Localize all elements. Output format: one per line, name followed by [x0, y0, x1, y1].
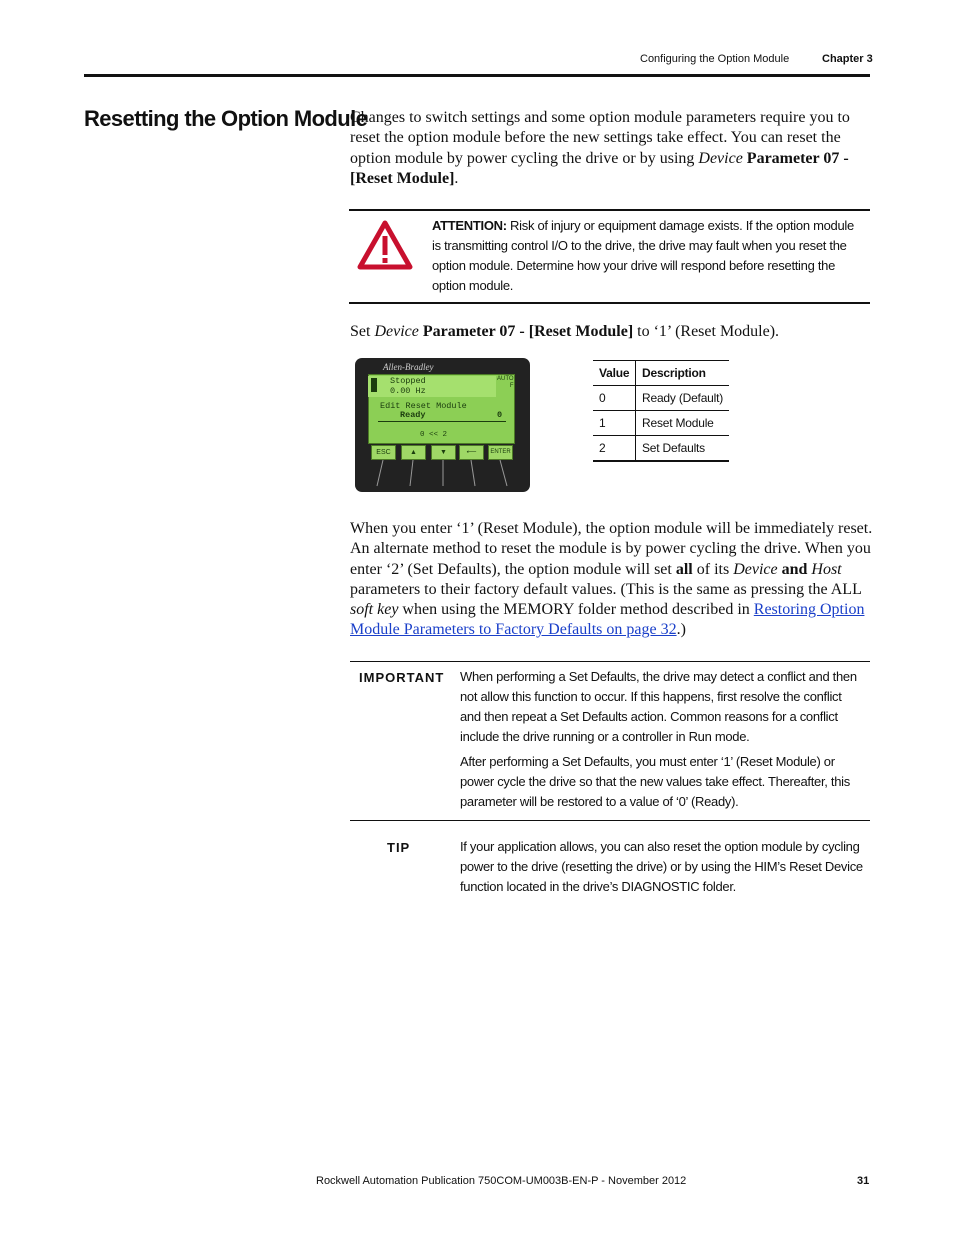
restoring-defaults-link[interactable]: Restoring Option Module Parameters to Factory Defaults on page 32: [350, 601, 865, 639]
him-range: 0 << 2: [420, 431, 448, 439]
him-key-up: ▲: [401, 445, 426, 460]
table-header-row: [593, 361, 729, 386]
table-row: [593, 386, 729, 411]
set-parameter-instruction: Set Device Parameter 07 - [Reset Module] to ‘1’ (Reset Module).: [350, 323, 780, 340]
running-header-chapter: Chapter 3: [822, 53, 873, 65]
section-title: Resetting the Option Module: [84, 106, 368, 131]
him-key-enter: ENTER: [488, 445, 513, 460]
him-brand-logo: Allen-Bradley: [383, 362, 434, 372]
him-key-esc: ESC: [371, 445, 396, 460]
table-cell-description: Reset Module: [636, 411, 730, 436]
important-bottom-rule: [350, 820, 870, 821]
intro-paragraph: Changes to switch settings and some option module parameters require you to reset the option module before the new settings take effect. You can reset the option module by power cycling the drive or by using Device Parameter 07 - [Reset Module].: [350, 109, 850, 187]
important-label: IMPORTANT: [359, 670, 445, 685]
him-value-label: Ready: [400, 410, 426, 420]
him-key-leads: [355, 458, 530, 492]
him-edit-label: Edit Reset Module: [380, 401, 467, 411]
attention-top-rule: [349, 209, 870, 211]
table-cell-description: Ready (Default): [636, 386, 730, 411]
reset-module-value-table: [593, 360, 729, 462]
header-rule: [84, 74, 870, 77]
reset-behavior-paragraph: When you enter ‘1’ (Reset Module), the option module will be immediately reset. An alternate method to reset the module is by power cycling the drive. When you enter ‘2’ (Set Defaults), the option module will set all of its Device and Host parameters to their factory default values. (This is the same as pressing the ALL soft key when using the MEMORY folder method described in Restoring Option Module Parameters to Factory Defaults on page 32.): [350, 520, 873, 639]
him-status-line2: 0.00 Hz: [390, 386, 426, 396]
footer-publication: Rockwell Automation Publication 750COM-UM003B-EN-P - November 2012: [316, 1175, 687, 1187]
him-status-bar: [368, 376, 496, 397]
important-top-rule: [350, 661, 870, 662]
attention-bottom-rule: [349, 302, 870, 304]
him-value-underline: [378, 421, 506, 422]
page-number: 31: [857, 1175, 870, 1187]
running-header-section: Configuring the Option Module: [640, 53, 790, 65]
table-cell-description: Set Defaults: [636, 436, 730, 462]
table-row: [593, 411, 729, 436]
important-text: [460, 667, 865, 817]
table-cell-value: 1: [593, 411, 636, 436]
tip-label: TIP: [387, 840, 411, 855]
him-key-down: ▼: [431, 445, 456, 460]
warning-triangle-icon: [357, 220, 413, 270]
table-cell-value: 0: [593, 386, 636, 411]
table-header-description: Description: [636, 361, 730, 386]
him-status-line1: Stopped: [390, 376, 426, 386]
table-row: [593, 436, 729, 462]
him-value: 0: [497, 410, 503, 420]
table-cell-value: 2: [593, 436, 636, 462]
tip-text: If your application allows, you can also reset the option module by cycling power to the drive (resetting the drive) or by using the HIM’s Reset Device function located in the drive’s DIAGNOSTIC folder.: [460, 839, 863, 894]
table-header-value: Value: [593, 361, 636, 386]
him-battery-icon: [371, 378, 377, 392]
important-paragraph-2: After performing a Set Defaults, you must enter ‘1’ (Reset Module) or power cycle the drive so that the new values take effect. Thereafter, this parameter will be restored to a value of ‘0’ (Ready).: [460, 754, 850, 809]
attention-text: ATTENTION: Risk of injury or equipment damage exists. If the option module is transmitting control I/O to the drive, the drive may fault when you reset the option module. Determine how your drive will respond before resetting the option module.: [432, 218, 854, 293]
him-mode-indicator: AUTO F: [497, 376, 514, 389]
him-key-back: ⟵: [459, 445, 484, 460]
important-paragraph-1: When performing a Set Defaults, the drive may detect a conflict and then not allow this function to occur. If this happens, first resolve the conflict and then repeat a Set Defaults action. Common reasons for a conflict include the drive running or a controller in Run mode.: [460, 669, 857, 744]
